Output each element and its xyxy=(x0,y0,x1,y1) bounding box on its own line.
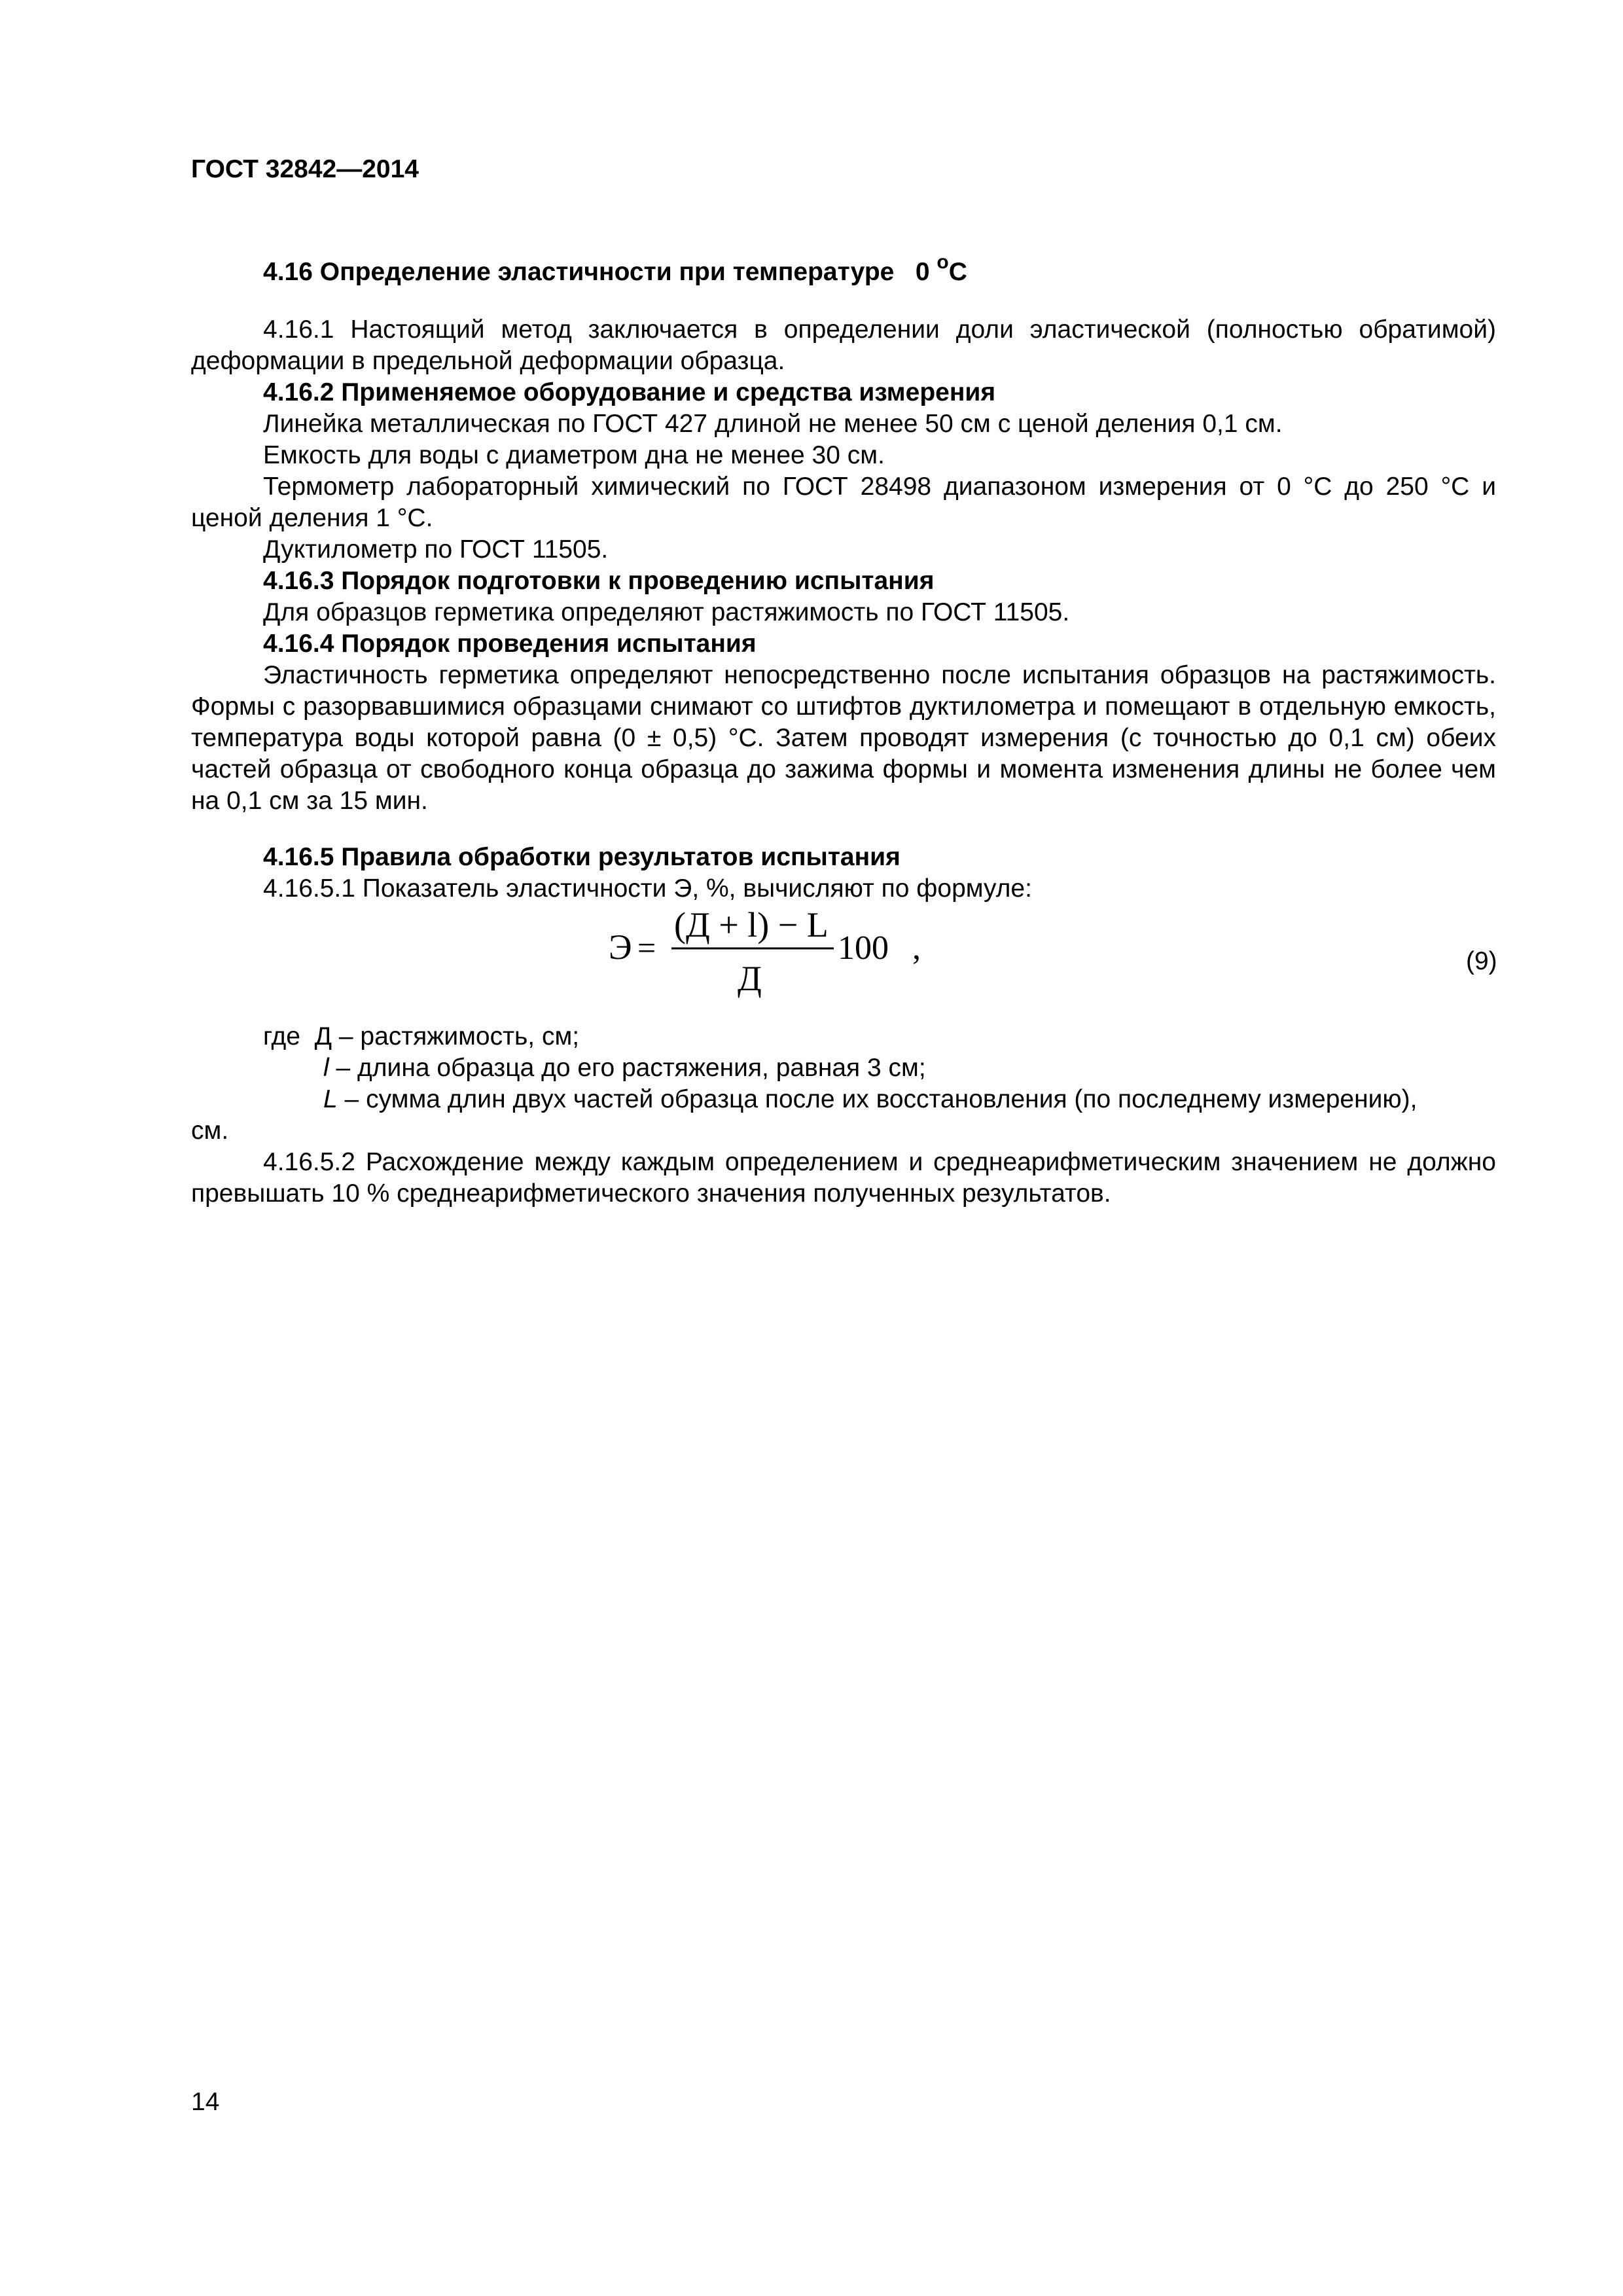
paragraph-ductilometer: Дуктилометр по ГОСТ 11505. xyxy=(263,535,609,564)
legend-L-text: – сумма длин двух частей образца после их восстановления (по последнему измерению), xyxy=(337,1085,1418,1113)
section-title xyxy=(263,251,967,287)
section-title-text: 4.16 Определение эластичности при температуре xyxy=(263,258,895,286)
formula-factor: 100 xyxy=(838,929,889,967)
legend-d xyxy=(191,1021,1496,1052)
legend-l-text: – длина образца до его растяжения, равная 3 см; xyxy=(329,1054,926,1082)
degree-mark: o xyxy=(936,251,949,273)
section-title-unit: C xyxy=(948,258,967,286)
formula-comma: , xyxy=(912,929,921,967)
paragraph-4-16-4: Эластичность герметика определяют непосредственно после испытания образцов на растяжимость. Формы с разорвавшимися образцами снимают со штифтов дуктилометра и помещают в отдельную емкость, температура воды которой равна (0 ± 0,5) °С. Затем проводят измерения (с точностью до 0,1 см) обеих частей образца от свободного конца образца до зажима формы и момента изменения длины не более чем на 0,1 см за 15 мин. xyxy=(191,661,1496,815)
equation-number: (9) xyxy=(1466,947,1497,975)
elasticity-formula xyxy=(609,905,962,1016)
body-text-block xyxy=(191,314,1496,817)
paragraph-4-16-5-1: 4.16.5.1 Показатель эластичности Э, %, вычисляют по формуле: xyxy=(263,874,1032,903)
legend-l xyxy=(191,1052,1496,1084)
legend-intro: где xyxy=(263,1022,300,1050)
formula-denominator: Д xyxy=(738,959,762,998)
paragraph-thermometer: Термометр лабораторный химический по ГОСТ 28498 диапазоном измерения от 0 °С до 250 °С и ценой деления 1 °С. xyxy=(191,473,1496,532)
heading-4-16-5: 4.16.5 Правила обработки результатов испытания xyxy=(263,843,901,871)
paragraph-container: Емкость для воды с диаметром дна не менее 30 см. xyxy=(263,441,885,469)
heading-4-16-4: 4.16.4 Порядок проведения испытания xyxy=(263,630,757,658)
body-text-block-2 xyxy=(191,842,1496,905)
document-header: ГОСТ 32842—2014 xyxy=(191,155,419,183)
paragraph-4-16-5-2: 4.16.5.2 Расхождение между каждым определением и среднеарифметическим значением не должно превышать 10 % среднеарифметического значения полученных результатов. xyxy=(191,1148,1496,1208)
page-number: 14 xyxy=(191,2088,220,2116)
paragraph-4-16-1: 4.16.1 Настоящий метод заключается в определении доли эластической (полностью обратимой) деформации в предельной деформации образца. xyxy=(191,315,1496,375)
legend-L-continuation: см. xyxy=(191,1117,229,1145)
legend-l-symbol: l xyxy=(323,1054,329,1082)
paragraph-ruler: Линейка металлическая по ГОСТ 427 длиной не менее 50 см с ценой деления 0,1 см. xyxy=(263,410,1283,438)
formula-numerator: (Д + l) − L xyxy=(674,905,829,944)
legend-L xyxy=(191,1084,1496,1115)
formula-legend xyxy=(191,1021,1496,1210)
legend-d-text: – растяжимость, см; xyxy=(332,1022,580,1050)
legend-L-symbol: L xyxy=(323,1085,338,1113)
formula-lhs: Э xyxy=(609,927,632,967)
paragraph-4-16-3: Для образцов герметика определяют растяжимость по ГОСТ 11505. xyxy=(263,598,1070,626)
heading-4-16-2: 4.16.2 Применяемое оборудование и средства измерения xyxy=(263,378,996,406)
section-title-temp: 0 xyxy=(915,258,930,286)
formula-equals: = xyxy=(637,929,656,966)
heading-4-16-3: 4.16.3 Порядок подготовки к проведению испытания xyxy=(263,567,935,595)
legend-d-symbol: Д xyxy=(314,1022,332,1050)
